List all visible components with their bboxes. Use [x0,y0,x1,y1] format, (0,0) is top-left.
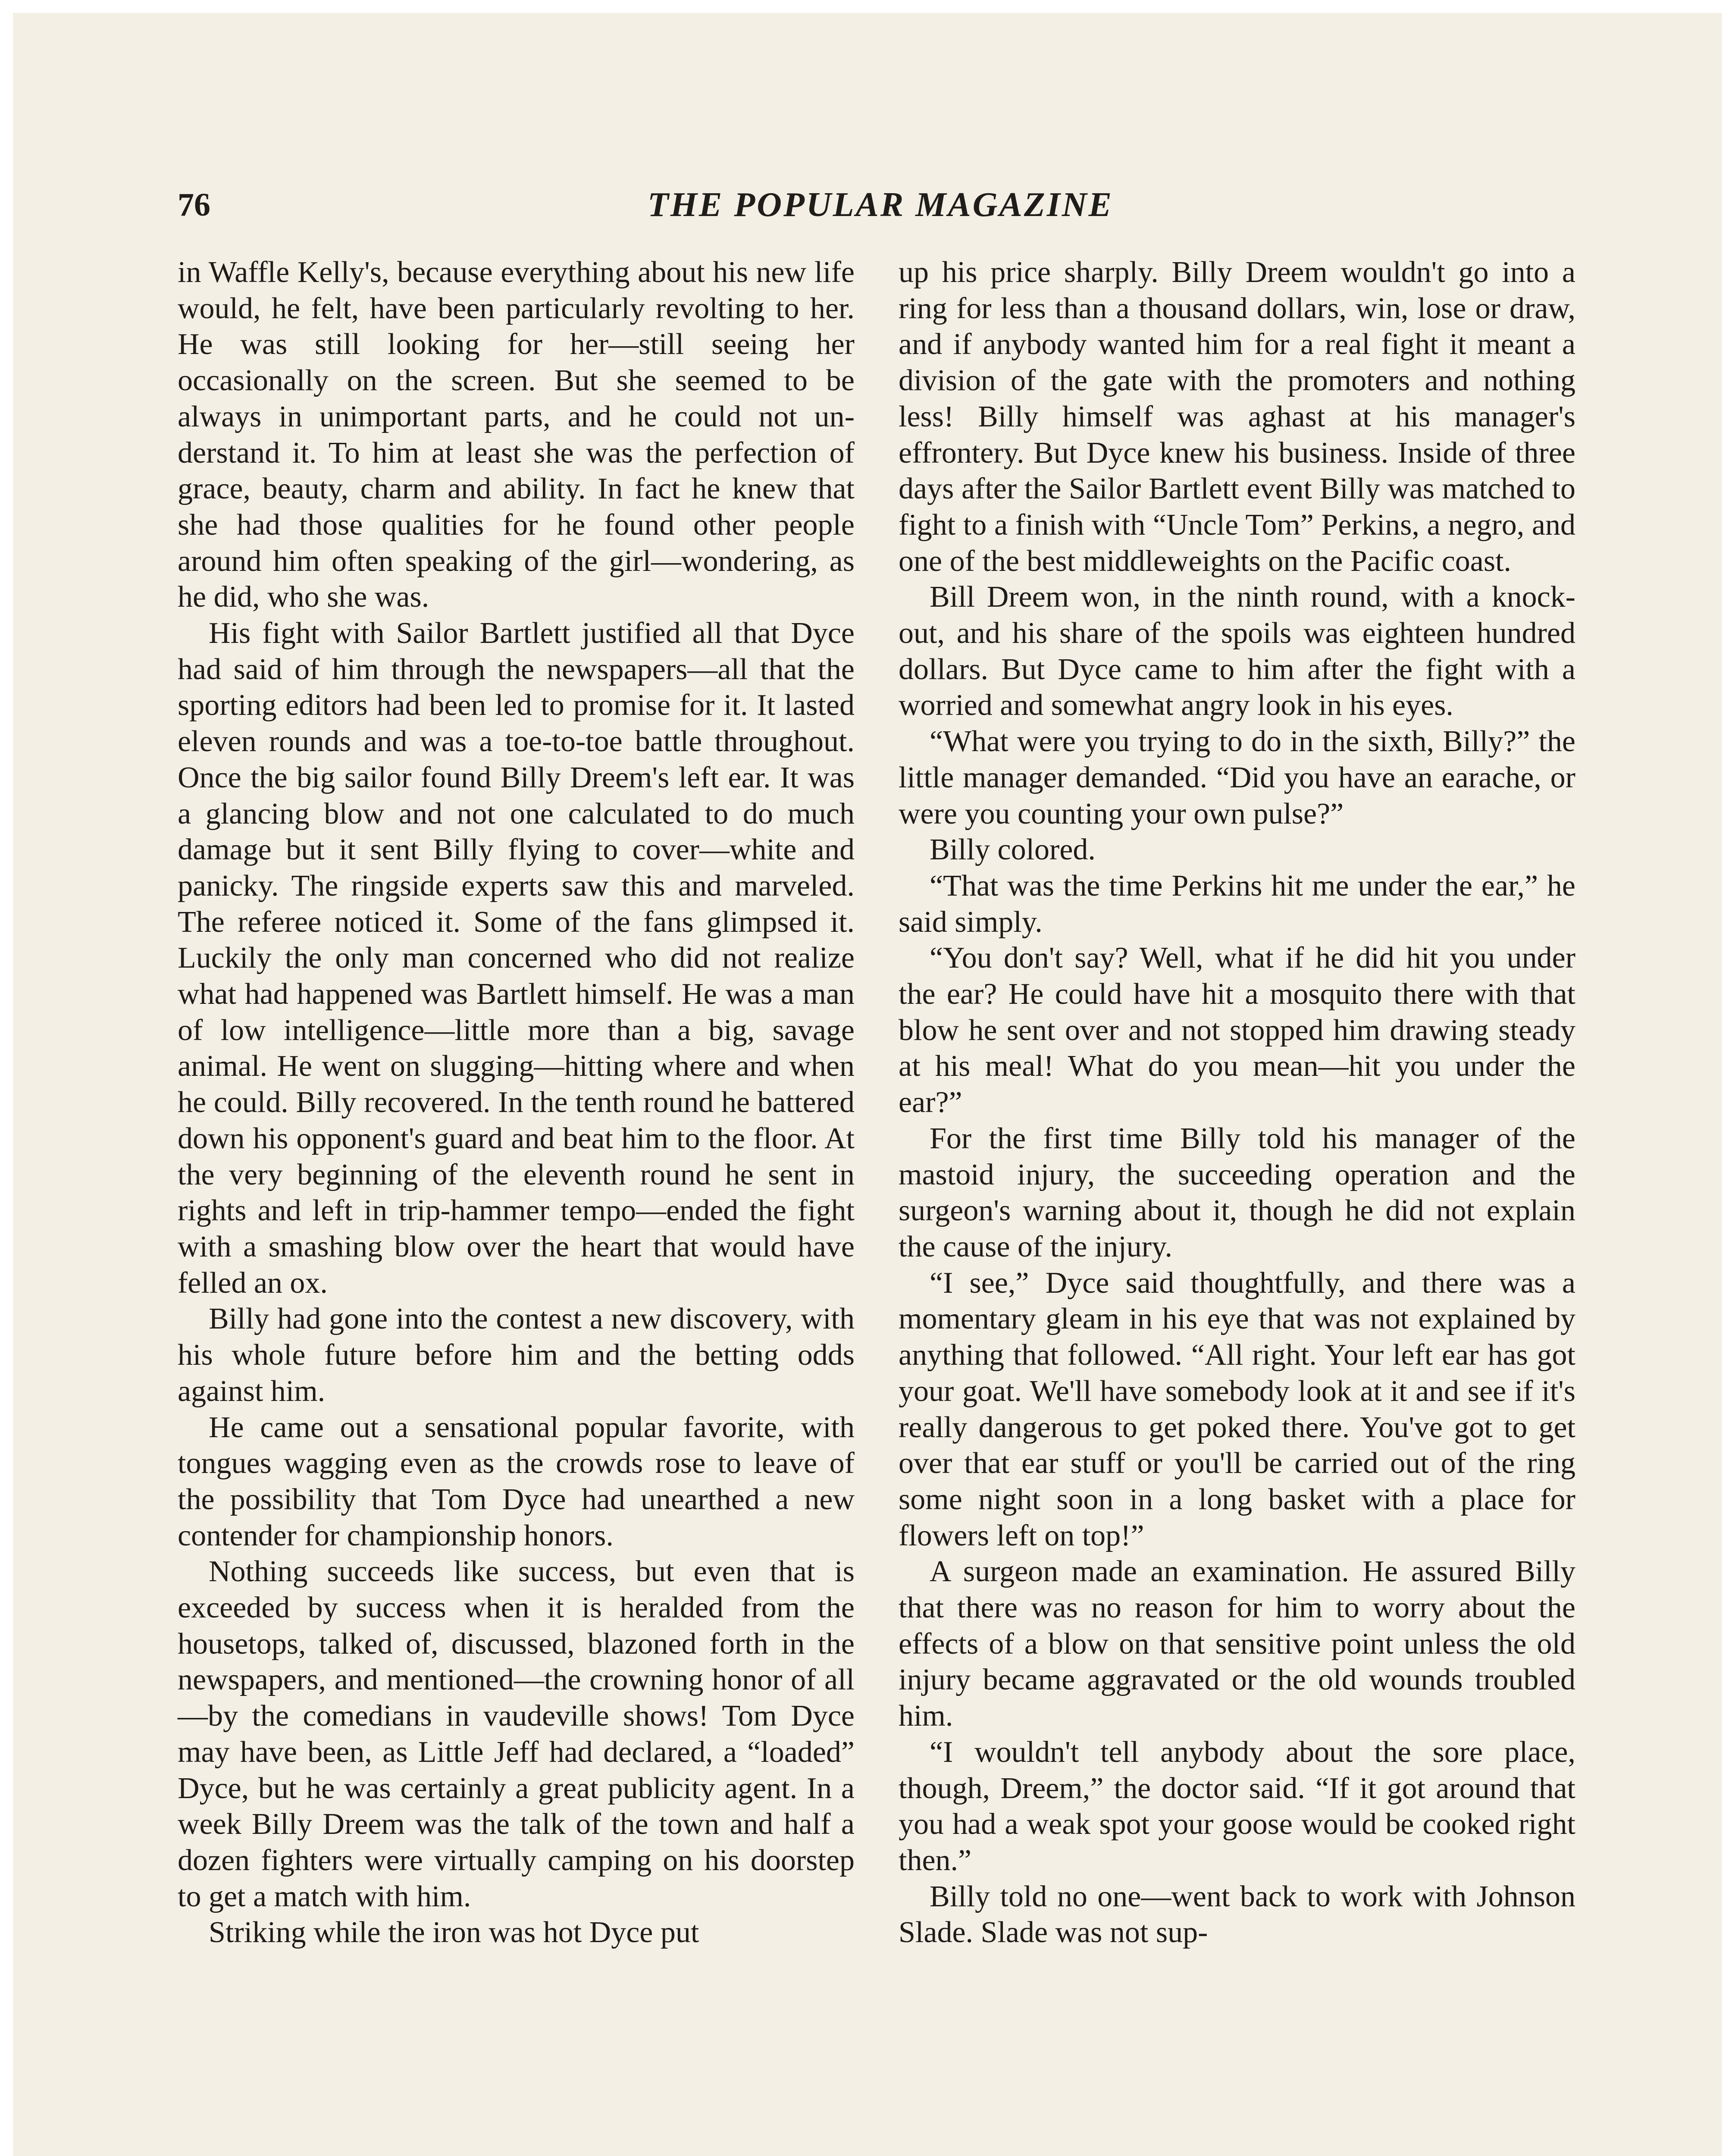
paragraph: “What were you trying to do in the sixth, Billy?” the little manager demanded. “Did you have an earache, or were you counting your own pulse?” [899,725,1575,830]
paragraph: He came out a sensational popular favorite, with tongues wagging even as the crowds rose to leave of the possibility that Tom Dyce had unearthed a new contender for championship honors. [178,1410,855,1552]
left-column [178,254,855,2156]
page-header [178,181,1583,233]
paragraph: Billy told no one—went back to work with Johnson Slade. Slade was not sup- [899,1880,1575,1949]
magazine-page [13,13,1722,2156]
paragraph: Striking while the iron was hot Dyce put [209,1916,699,1949]
magazine-title: THE POPULAR MAGAZINE [647,186,1114,224]
paragraph: For the first time Billy told his manager of the mastoid injury, the succeeding operation and the surgeon's warning about it, though he did not explain the cause of the injury. [899,1122,1575,1263]
paragraph: Billy colored. [930,833,1096,867]
paragraph: A surgeon made an examination. He assured Billy that there was no reason for him to worry about the effects of a blow on that sensitive point unless the old injury became aggravated or the old wounds troubled him. [899,1555,1575,1733]
paragraph: “That was the time Perkins hit me under the ear,” he said simply. [899,869,1575,939]
paragraph: His fight with Sailor Bartlett justified all that Dyce had said of him through the newspapers—all that the sporting editors had been led to promise for it. It lasted eleven rounds and was a toe-to-toe battle throughout. Once the big sailor found Billy Dreem's left ear. It was a glancing blow and not one calculated to do much damage but it sent Billy flying to cover—white and panicky. The ringside experts saw this and marveled. The referee noticed it. Some of the fans glimpsed it. Luckily the only man concerned who did not realize what had happened was Bartlett himself. He was a man of low intelligence—little more than a big, savage animal. He went on slugging—hitting where and when he could. Billy recovered. In the tenth round he battered down his opponent's guard and beat him to the floor. At the very beginning of the eleventh round he sent in rights and left in trip-hammer tempo—ended the fight with a smashing blow over the heart that would have felled an ox. [178,617,855,1300]
paragraph: in Waffle Kelly's, because everything about his new life would, he felt, have been particularly revolting to her. He was still looking for her—still seeing her occasionally on the screen. But she seemed to be always in unimportant parts, and he could not understand it. To him at least she was the perfection of grace, beauty, charm and ability. In fact he knew that she had those qualities for he found other people around him often speaking of the girl—wondering, as he did, who she was. [178,256,855,614]
right-column [899,254,1575,2156]
paragraph: “I wouldn't tell anybody about the sore place, though, Dreem,” the doctor said. “If it got around that you had a weak spot your goose would be cooked right then.” [899,1735,1575,1877]
paragraph: Billy had gone into the contest a new discovery, with his whole future before him and the betting odds against him. [178,1302,855,1408]
paragraph: “You don't say? Well, what if he did hit you under the ear? He could have hit a mosquito there with that blow he sent over and not stopped him drawing steady at his meal! What do you mean—hit you under the ear?” [899,941,1575,1119]
paragraph: up his price sharply. Billy Dreem wouldn't go into a ring for less than a thousand dollars, win, lose or draw, and if anybody wanted him for a real fight it meant a division of the gate with the promoters and nothing less! Billy himself was aghast at his manager's effrontery. But Dyce knew his business. Inside of three days after the Sailor Bartlett event Billy was matched to fight to a finish with “Uncle Tom” Perkins, a negro, and one of the best middleweights on the Pacific coast. [899,256,1575,578]
paragraph: Bill Dreem won, in the ninth round, with a knock-out, and his share of the spoils was eighteen hundred dollars. But Dyce came to him after the fight with a worried and somewhat angry look in his eyes. [899,580,1575,722]
paragraph: Nothing succeeds like success, but even that is exceeded by success when it is heralded from the housetops, talked of, discussed, blazoned forth in the newspapers, and mentioned—the crowning honor of all —by the comedians in vaudeville shows! Tom Dyce may have been, as Little Jeff had declared, a “loaded” Dyce, but he was certainly a great publicity agent. In a week Billy Dreem was the talk of the town and half a dozen fighters were virtually camping on his doorstep to get a match with him. [178,1555,855,1913]
paragraph: “I see,” Dyce said thoughtfully, and there was a momentary gleam in his eye that was not explained by anything that followed. “All right. Your left ear has got your goat. We'll have somebody look at it and see if it's really dangerous to get poked there. You've got to get over that ear stuff or you'll be carried out of the ring some night soon in a long basket with a place for flowers left on top!” [899,1266,1575,1552]
page-number: 76 [178,187,210,223]
